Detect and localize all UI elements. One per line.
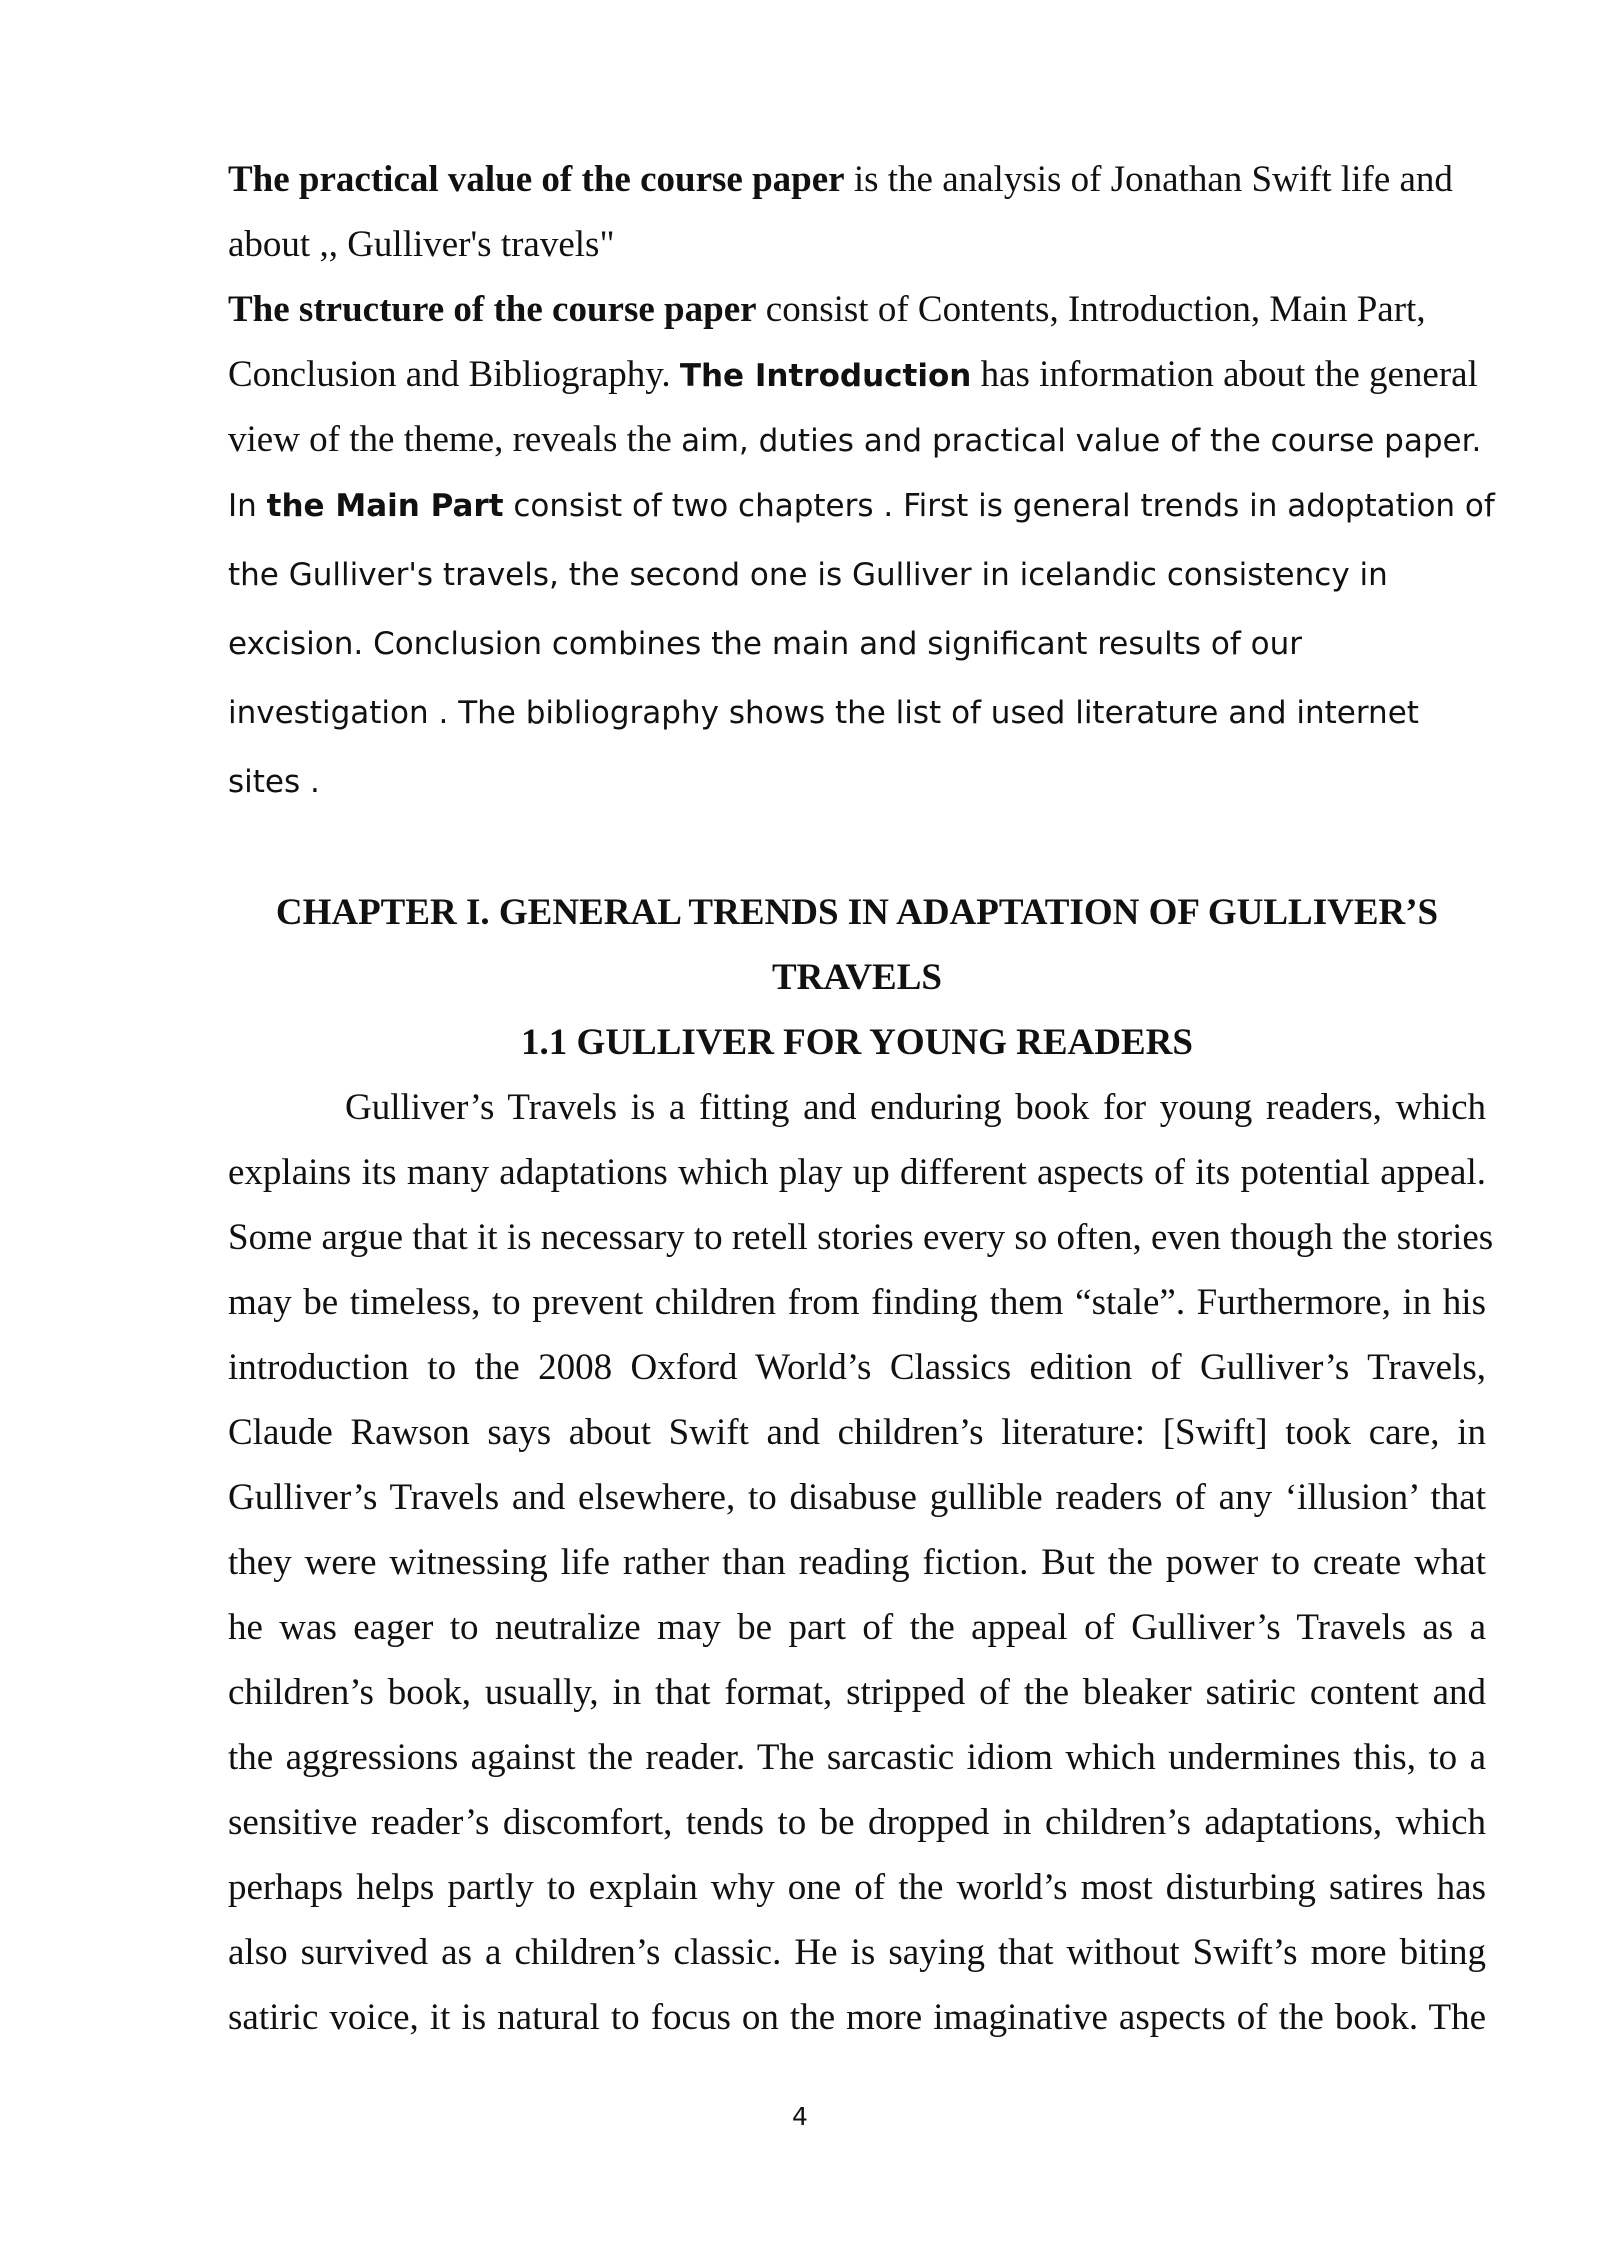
intro-text: is the analysis of Jonathan Swift life and: [844, 159, 1453, 200]
body-paragraph: [228, 1075, 1494, 2050]
intro-text: In: [228, 488, 267, 524]
bold-heading-structure: The structure of the course paper: [228, 289, 757, 330]
intro-text: the Gulliver's travels, the second one is Gulliver in icelandic consistency in: [228, 557, 1388, 593]
intro-text: sites .: [228, 764, 320, 800]
intro-line: [228, 342, 1486, 407]
bold-heading-introduction: The Introduction: [679, 358, 972, 394]
intro-paragraph: [228, 147, 1495, 817]
bold-heading-practical-value: The practical value of the course paper: [228, 159, 845, 200]
body-line: Some argue that it is necessary to retell stories every so often, even though the stories: [228, 1217, 1494, 1258]
body-line: the aggressions against the reader. The sarcastic idiom which undermines this, to a: [228, 1737, 1486, 1778]
chapter-title: [228, 880, 1486, 1010]
body-line: children’s book, usually, in that format, stripped of the bleaker satiric content and: [228, 1672, 1486, 1713]
intro-text: Conclusion and Bibliography.: [228, 354, 680, 395]
body-line: explains its many adaptations which play up different aspects of its potential appeal.: [228, 1152, 1486, 1193]
intro-line: [228, 277, 1486, 342]
body-line: Claude Rawson says about Swift and children’s literature: [Swift] took care, in: [228, 1412, 1486, 1453]
body-line: they were witnessing life rather than reading fiction. But the power to create what: [228, 1542, 1486, 1583]
intro-line: [228, 147, 1486, 212]
intro-text: has information about the general: [971, 354, 1478, 395]
body-line: also survived as a children’s classic. He is saying that without Swift’s more biting: [228, 1932, 1486, 1973]
section-title: 1.1 GULLIVER FOR YOUNG READERS: [521, 1022, 1193, 1063]
body-line: satiric voice, it is natural to focus on the more imaginative aspects of the book. The: [228, 1997, 1486, 2038]
intro-text: excision. Conclusion combines the main and significant results of our: [228, 626, 1303, 662]
intro-text: about ,, Gulliver's travels": [228, 224, 615, 265]
intro-line: [228, 212, 1486, 277]
intro-line: [228, 472, 1495, 541]
intro-line: [228, 541, 1486, 610]
body-line: Gulliver’s Travels is a fitting and enduring book for young readers, which: [345, 1087, 1486, 1128]
intro-text: consist of Contents, Introduction, Main Part,: [756, 289, 1426, 330]
intro-line: [228, 610, 1486, 679]
body-line: Gulliver’s Travels and elsewhere, to disabuse gullible readers of any ‘illusion’ that: [228, 1477, 1486, 1518]
body-line: sensitive reader’s discomfort, tends to be dropped in children’s adaptations, which: [228, 1802, 1486, 1843]
bold-heading-main-part: the Main Part: [266, 488, 504, 524]
intro-text: aim, duties and practical value of the course paper.: [681, 423, 1482, 459]
chapter-title-line: TRAVELS: [771, 957, 942, 998]
intro-line: [228, 407, 1486, 472]
page-number: 4: [792, 2102, 808, 2131]
body-line: he was eager to neutralize may be part of the appeal of Gulliver’s Travels as a: [228, 1607, 1486, 1648]
intro-text: consist of two chapters . First is general trends in adoptation of: [503, 488, 1495, 524]
intro-line: [228, 748, 1486, 817]
body-line: may be timeless, to prevent children from finding them “stale”. Furthermore, in his: [228, 1282, 1486, 1323]
intro-text: view of the theme, reveals the: [228, 419, 682, 460]
intro-line: [228, 679, 1486, 748]
chapter-title-line: CHAPTER I. GENERAL TRENDS IN ADAPTATION OF GULLIVER’S: [275, 892, 1439, 933]
body-line: perhaps helps partly to explain why one of the world’s most disturbing satires has: [228, 1867, 1486, 1908]
body-line: introduction to the 2008 Oxford World’s Classics edition of Gulliver’s Travels,: [228, 1347, 1486, 1388]
intro-text: investigation . The bibliography shows the list of used literature and internet: [228, 695, 1419, 731]
